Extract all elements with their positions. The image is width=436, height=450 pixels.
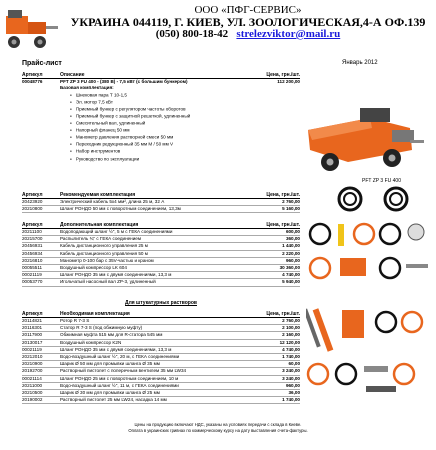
kit-item: ● Смесительный вал, удлиненный: [70, 120, 300, 127]
table-row: 20212010 Водо-воздушный шланг ½", 20 м, с ГЕКА соединениями 1 740,00: [22, 354, 300, 361]
recommended-section: [22, 190, 300, 213]
kit-item: ● Руководство по эксплуатации: [70, 156, 300, 163]
main-item-section: [22, 70, 300, 163]
company-logo-machine-icon: [2, 2, 60, 54]
table-row: 20210800 Шланг РОНДО 50 мм с поворотным соединением, 13,3м 5 160,00: [22, 206, 300, 213]
page-title: Прайс-лист: [22, 60, 62, 67]
table-row: 20190002 Растворный пистолет 25 мм LW24, насадка 14 мм 1 740,00: [22, 397, 300, 404]
kit-item: ● Приемный бункер с регулятором частоты оборотов: [70, 106, 300, 113]
recommended-items-image: [330, 186, 424, 212]
company-name: ООО «ПФГ-СЕРВИС»: [194, 4, 302, 16]
main-item-row: 00048776 PFT ZP 3 FU 400 - (380 В) - 7,5 кВт (с большим бункером) 112 200,00: [22, 79, 300, 84]
kit-list: [22, 92, 300, 163]
table-row: 20210900 Шарик Ø 50 мм для промывки шланга Ø 35 мм 60,00: [22, 361, 300, 368]
table-row: 20211100 Водоподающий шланг ½", 5 м с ГЕКА соединениями 600,00: [22, 229, 300, 236]
plaster-items-image: [306, 304, 430, 404]
table-row: 00021119 Шланг РОНДО 35 мм с двумя соединениями, 13,3 м 4 740,00: [22, 347, 300, 354]
footer-line-payment: Оплата в украинских гривнах по коммерческому курсу на дату выставления счета-фактуры.: [128, 428, 308, 433]
plaster-section: [22, 309, 300, 404]
recommended-header: Артикул Рекомендуемая комплектация Цена, грн./шт.: [22, 192, 300, 198]
company-email-link[interactable]: strelezviktor@mail.ru: [236, 28, 341, 40]
kit-item: ● Шнековая пара Т 10-1,5: [70, 92, 300, 99]
kit-item: ● Эл. мотор 7,5 кВт: [70, 99, 300, 106]
machine-image-caption: PFT ZP 3 FU 400: [362, 178, 401, 184]
table-row: 20192700 Растворный пистолет с поперечным вентилем 35 мм LW34 3 240,00: [22, 368, 300, 375]
kit-item: ● Напорный фланец 50 мм: [70, 127, 300, 134]
table-row: 20215700 Распылитель ¾" с ГЕКА соединением 360,00: [22, 236, 300, 243]
additional-items-image: [306, 220, 430, 286]
company-address: УКРАИНА 044119, Г. КИЕВ, УЛ. ЗООЛОГИЧЕСКАЯ,4-А ОФ.139: [70, 15, 426, 29]
table-row: 20211000 Водо-воздушный шланг ½", 11 м, с ГЕКА соединениями 960,00: [22, 383, 300, 390]
plaster-header: Артикул Необходимая комплектация Цена, грн./шт.: [22, 311, 300, 317]
kit-item: ● Набор инструментов: [70, 148, 300, 155]
plastering-machine-image: [300, 100, 426, 178]
additional-header: Артикул Дополнительная комплектация Цена, грн./шт.: [22, 222, 300, 228]
kit-item: ● Приемный бункер с защитной решеткой, удлиненный: [70, 113, 300, 120]
table-row: 00021119 Шланг РОНДО 35 мм с двумя соединениями, 13,3 м 4 740,00: [22, 272, 300, 279]
table-row: 20210500 Шарик Ø 30 мм для промывки шланга Ø 25 мм 36,00: [22, 390, 300, 397]
table-row: 00053770 Игольчатый насосный вал ZP-3, удлиненный 5 940,00: [22, 279, 300, 286]
table-row: 20423920 Электрический кабель 5x4 мм², длина 25 м, 32 А 2 760,00: [22, 199, 300, 206]
company-phone: (050) 800-18-42: [155, 28, 229, 40]
table-row: 20117900 Обжимная муфта 515 мм для R-статора 545 мм 2 160,00: [22, 332, 300, 339]
footer-note: [22, 422, 414, 434]
kit-item: ● Манометр давления растворной смеси 50 мм: [70, 134, 300, 141]
additional-section: [22, 220, 300, 287]
table-row: 00021114 Шланг РОНДО 25 мм с поворотным соединением, 10 м 3 240,00: [22, 376, 300, 383]
plaster-section-title: Для штукатурных растворов: [125, 300, 197, 306]
kit-item: ● Переходник редукционный 35 мм М / 50 мм V: [70, 141, 300, 148]
table-row: 20116301 Статор R 7-3 S (под обжимную муфту) 2 100,00: [22, 325, 300, 332]
table-row: 20456931 Кабель дистанционного управления 25 м 1 440,00: [22, 243, 300, 250]
main-table-header: Артикул Описание Цена, грн./шт.: [22, 72, 300, 78]
kit-heading: Базовая комплектация:: [60, 85, 114, 91]
pricelist-date: Январь 2012: [342, 60, 378, 66]
table-row: 20456934 Кабель дистанционного управления 50 м 2 220,00: [22, 251, 300, 258]
table-row: 00055511 Воздушный компрессор LK 604 30 360,00: [22, 265, 300, 272]
table-row: 20114821 Ротор R 7-3 S 2 760,00: [22, 318, 300, 325]
company-contacts: [60, 28, 436, 40]
table-row: 20216810 Манометр 0-100 бар с 35V-частью и краном 960,00: [22, 258, 300, 265]
table-row: 20130017 Воздушный компрессор K2N 12 120,00: [22, 340, 300, 347]
footer-line-vat: Цены на продукцию включают НДС, указаны на условиях передачи с склада в Киеве.: [134, 422, 302, 427]
